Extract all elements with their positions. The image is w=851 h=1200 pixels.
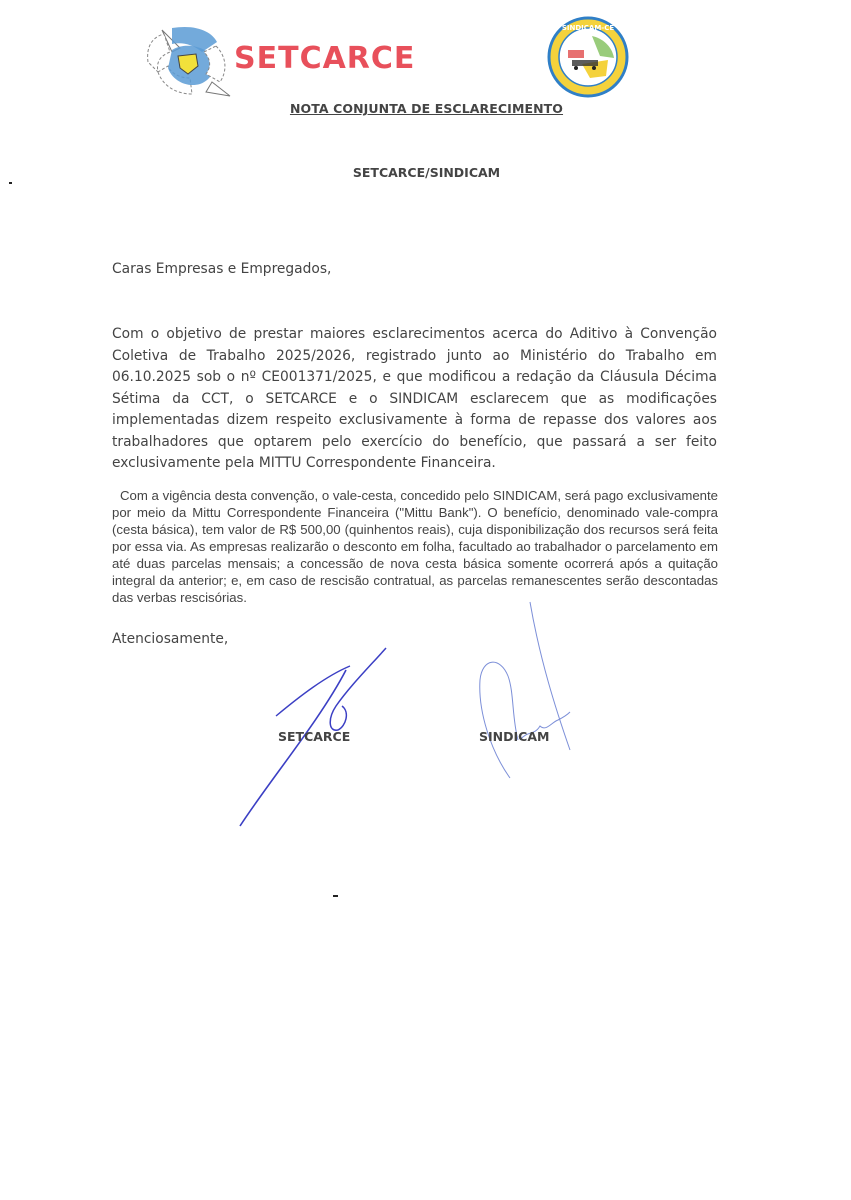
truck-icon (568, 50, 584, 58)
setcarce-wordmark: SETCARCE (234, 41, 416, 76)
svg-text:SINDICAM-CE: SINDICAM-CE (561, 24, 615, 32)
document-title: NOTA CONJUNTA DE ESCLARECIMENTO (289, 101, 564, 116)
scan-speck (9, 182, 12, 184)
setcarce-emblem-icon (148, 27, 230, 96)
greeting: Caras Empresas e Empregados, (112, 261, 332, 277)
sindicam-signature (470, 600, 600, 790)
sindicam-seal (542, 16, 634, 98)
signatory-sindicam: SINDICAM (479, 729, 550, 744)
scan-speck (333, 895, 338, 897)
paragraph-2: Com a vigência desta convenção, o vale-cesta, concedido pelo SINDICAM, será pago exclusivamente por meio da Mittu Correspondente Financeira ("Mittu Bank"). O benefício, denominado vale-compra (cesta básica), tem valor de R$ 500,00 (quinhentos reais), cuja disponibilização dos recursos será feita por essa via. As empresas realizarão o desconto em folha, facultado ao trabalhador o parcelamento em até duas parcelas mensais; a concessão de nova cesta básica somente ocorrerá após a quitação integral da anterior; e, em caso de rescisão contratual, as parcelas remanescentes serão descontadas das verbas rescisórias. (112, 488, 718, 605)
closing: Atenciosamente, (112, 631, 229, 647)
signatory-setcarce: SETCARCE (278, 729, 351, 744)
document-subtitle: SETCARCE/SINDICAM (352, 165, 501, 180)
paragraph-1: Com o objetivo de prestar maiores esclarecimentos acerca do Aditivo à Convenção Coletiva de Trabalho 2025/2026, registrado junto ao Ministério do Trabalho em 06.10.2025 sob o nº CE001371/2025, e que modificou a redação da Cláusula Décima Sétima da CCT, o SETCARCE e o SINDICAM esclarecem que as modificações implementadas dizem respeito exclusivamente à forma de repasse dos valores aos trabalhadores que optarem pelo exercício do benefício, que passará a ser feito exclusivamente pela MITTU Correspondente Financeira. (112, 326, 717, 471)
setcarce-logo (142, 22, 416, 102)
